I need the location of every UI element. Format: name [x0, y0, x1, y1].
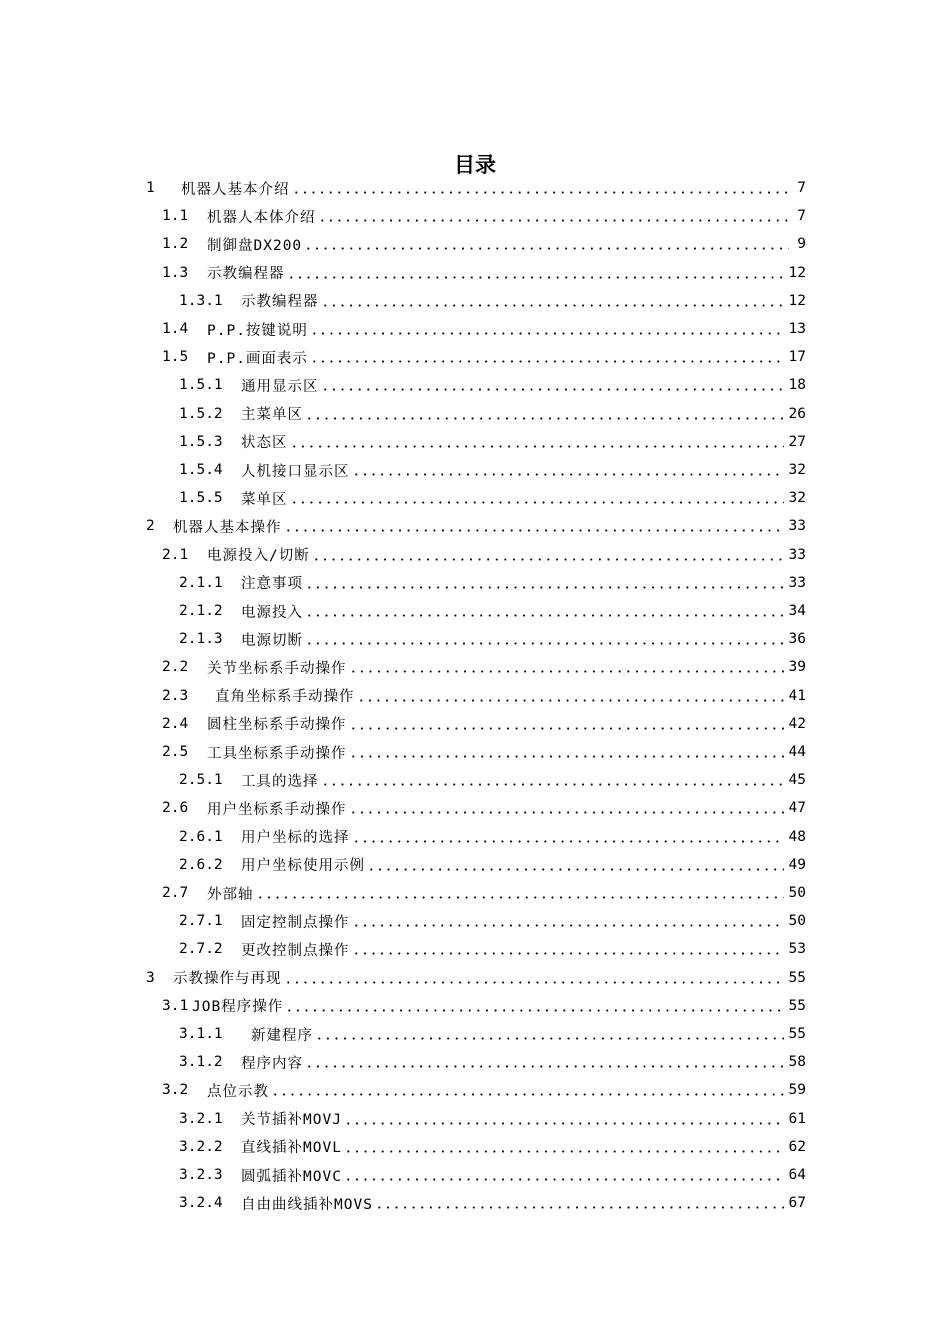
toc-entry-label: 程序内容	[241, 1055, 303, 1072]
toc-entry[interactable]	[146, 966, 806, 990]
toc-entry-page: 58	[788, 1054, 806, 1071]
toc-entry-number: 1	[146, 180, 155, 196]
toc-entry-number: 2.1.2	[179, 603, 223, 619]
toc-entry[interactable]	[162, 232, 806, 256]
toc-entry-number: 1.1	[162, 208, 189, 225]
toc-entry[interactable]	[179, 1050, 806, 1074]
toc-entry-number: 3.1.2	[179, 1054, 223, 1071]
toc-dot-leader	[310, 332, 784, 335]
toc-dot-leader	[344, 1122, 784, 1125]
toc-dot-leader	[304, 247, 789, 250]
toc-entry-page: 7	[797, 208, 806, 225]
toc-dot-leader	[290, 501, 784, 504]
toc-entry-page: 55	[788, 969, 806, 986]
toc-entry[interactable]	[179, 937, 806, 961]
toc-dot-leader	[305, 1065, 784, 1068]
toc-entry-number: 2.5	[162, 744, 189, 760]
toc-entry-number: 2.2	[162, 659, 189, 676]
toc-entry-page: 39	[788, 659, 806, 676]
toc-entry[interactable]	[162, 994, 806, 1018]
toc-dot-leader	[271, 1093, 784, 1096]
toc-entry[interactable]	[179, 430, 806, 454]
toc-entry-number: 2.1.1	[179, 574, 223, 591]
toc-entry[interactable]	[162, 543, 806, 567]
toc-entry-number: 1.5.4	[179, 462, 223, 478]
toc-entry-label: 用户坐标的选择	[241, 830, 350, 847]
toc-entry-label: 更改控制点操作	[241, 942, 350, 959]
toc-entry-page: 62	[788, 1138, 806, 1155]
toc-entry-page: 18	[788, 377, 806, 394]
toc-entry-label: 外部轴	[207, 886, 254, 903]
toc-entry-page: 47	[788, 800, 806, 817]
toc-entry-number: 2.7.1	[179, 913, 223, 930]
toc-dot-leader	[284, 981, 784, 984]
toc-entry[interactable]	[162, 684, 806, 708]
toc-entry-page: 59	[788, 1082, 806, 1099]
toc-entry-number: 1.5.2	[179, 405, 223, 422]
toc-entry-number: 3.1	[162, 997, 189, 1014]
toc-dot-leader	[305, 642, 784, 645]
toc-entry-number: 2.3	[162, 687, 189, 704]
toc-entry-page: 50	[788, 913, 806, 930]
toc-dot-leader	[357, 699, 784, 702]
toc-entry-page: 13	[788, 321, 806, 337]
toc-entry[interactable]	[179, 768, 806, 792]
toc-entry-number: 2.1.3	[179, 631, 223, 648]
toc-entry-label: 电源投入/切断	[207, 548, 310, 565]
toc-entry-page: 26	[788, 405, 806, 422]
toc-entry-page: 33	[788, 546, 806, 563]
toc-entry-label: 用户坐标使用示例	[241, 858, 365, 875]
toc-entry-number: 1.2	[162, 236, 189, 253]
toc-entry-label: 直角坐标系手动操作	[215, 689, 355, 706]
toc-entry-label: 通用显示区	[241, 378, 319, 395]
toc-entry-page: 12	[788, 264, 806, 281]
toc-entry[interactable]	[179, 571, 806, 595]
toc-entry-label: 菜单区	[241, 491, 288, 508]
toc-entry-label: 示教操作与再现	[173, 971, 282, 988]
toc-entry[interactable]	[179, 1135, 806, 1159]
toc-entry[interactable]	[179, 1107, 806, 1131]
toc-dot-leader	[292, 191, 790, 194]
toc-entry-label: 用户坐标系手动操作	[207, 801, 347, 818]
toc-entry-number: 1.5.3	[179, 433, 223, 450]
toc-dot-leader	[349, 755, 784, 758]
toc-entry-number: 2.6.2	[179, 856, 223, 873]
toc-dot-leader	[256, 896, 784, 899]
toc-entry[interactable]	[179, 373, 806, 397]
toc-entry-number: 2.6	[162, 800, 189, 817]
toc-entry-page: 7	[797, 180, 806, 196]
toc-entry[interactable]	[162, 655, 806, 679]
toc-entry-label: 制御盘DX200	[207, 237, 303, 254]
toc-dot-leader	[318, 219, 790, 222]
toc-entry-label: 固定控制点操作	[241, 914, 350, 931]
toc-dot-leader	[367, 868, 784, 871]
toc-entry[interactable]	[179, 289, 806, 313]
toc-dot-leader	[310, 360, 784, 363]
toc-entry-page: 45	[788, 772, 806, 789]
toc-entry[interactable]	[162, 345, 806, 369]
toc-entry-number: 3.2.4	[179, 1195, 223, 1212]
toc-dot-leader	[305, 586, 784, 589]
toc-entry[interactable]	[162, 317, 806, 341]
toc-entry-label: 示教编程器	[207, 266, 285, 283]
toc-entry[interactable]	[162, 204, 806, 228]
toc-entry-label: 人机接口显示区	[241, 463, 350, 480]
toc-entry-number: 1.3	[162, 264, 189, 281]
toc-dot-leader	[287, 276, 784, 279]
toc-entry[interactable]	[162, 796, 806, 820]
toc-entry-page: 50	[788, 885, 806, 901]
toc-entry-page: 32	[788, 462, 806, 478]
toc-entry-page: 36	[788, 631, 806, 648]
toc-entry-page: 67	[788, 1195, 806, 1212]
toc-dot-leader	[352, 473, 784, 476]
toc-entry[interactable]	[179, 1022, 806, 1046]
toc-entry-label: 电源投入	[241, 604, 303, 621]
toc-dot-leader	[344, 1178, 784, 1181]
toc-entry-label: 点位示教	[207, 1083, 269, 1100]
toc-entry-page: 12	[788, 292, 806, 309]
toc-entry-page: 32	[788, 490, 806, 507]
toc-entry[interactable]	[146, 176, 806, 200]
toc-entry-number: 2.7	[162, 885, 189, 901]
toc-entry-number: 3.2	[162, 1082, 189, 1099]
toc-entry-label: 电源切断	[241, 632, 303, 649]
toc-entry-page: 61	[788, 1110, 806, 1127]
toc-dot-leader	[290, 445, 784, 448]
toc-entry-number: 1.5.1	[179, 377, 223, 394]
toc-entry-label: 直线插补MOVL	[241, 1140, 342, 1157]
toc-dot-leader	[321, 304, 784, 307]
toc-dot-leader	[352, 840, 784, 843]
toc-entry[interactable]	[162, 712, 806, 736]
toc-entry-page: 33	[788, 518, 806, 535]
toc-dot-leader	[305, 614, 784, 617]
toc-entry-number: 3	[146, 969, 155, 986]
toc-entry-number: 3.1.1	[179, 1026, 223, 1042]
toc-entry-page: 55	[788, 1026, 806, 1042]
toc-entry[interactable]	[162, 1078, 806, 1102]
toc-entry-number: 3.2.3	[179, 1167, 223, 1183]
toc-entry-page: 9	[797, 236, 806, 253]
toc-entry-number: 1.5	[162, 349, 189, 366]
toc-entry[interactable]	[162, 261, 806, 285]
toc-dot-leader	[344, 1150, 784, 1153]
toc-entry-label: 状态区	[241, 435, 288, 452]
toc-entry-page: 53	[788, 941, 806, 958]
toc-entry-label: 关节插补MOVJ	[241, 1112, 342, 1129]
toc-entry-number: 2.5.1	[179, 772, 223, 789]
toc-entry-number: 3.2.1	[179, 1110, 223, 1127]
toc-entry-number: 2.7.2	[179, 941, 223, 958]
toc-title: 目录	[454, 153, 496, 177]
toc-entry-label: 机器人基本操作	[173, 519, 282, 536]
toc-entry-page: 17	[788, 349, 806, 366]
toc-dot-leader	[352, 924, 784, 927]
toc-entry[interactable]	[179, 825, 806, 849]
toc-entry-label: 新建程序	[251, 1027, 313, 1044]
toc-dot-leader	[321, 388, 784, 391]
toc-entry-page: 33	[788, 574, 806, 591]
toc-entry-page: 27	[788, 433, 806, 450]
toc-entry[interactable]	[179, 458, 806, 482]
toc-entry-label: JOB程序操作	[192, 999, 284, 1016]
toc-entry-label: 主菜单区	[241, 407, 303, 424]
toc-dot-leader	[321, 783, 784, 786]
toc-dot-leader	[305, 417, 784, 420]
toc-entry-label: P.P.按键说明	[207, 322, 308, 339]
toc-entry-label: 关节坐标系手动操作	[207, 660, 347, 677]
toc-entry-number: 2.1	[162, 546, 189, 563]
toc-entry-label: 注意事项	[241, 576, 303, 593]
toc-entry-label: 圆弧插补MOVC	[241, 1168, 342, 1185]
toc-entry-label: 机器人基本介绍	[181, 181, 290, 198]
toc-entry-number: 1.4	[162, 321, 189, 337]
toc-entry-number: 2	[146, 518, 155, 535]
toc-entry-page: 34	[788, 603, 806, 619]
toc-entry-number: 2.4	[162, 715, 189, 732]
toc-entry-page: 49	[788, 856, 806, 873]
toc-entry[interactable]	[162, 881, 806, 905]
toc-entry-label: 自由曲线插补MOVS	[241, 1196, 373, 1213]
toc-entry[interactable]	[162, 740, 806, 764]
toc-entry[interactable]	[179, 1163, 806, 1187]
toc-entry-page: 44	[788, 744, 806, 760]
toc-dot-leader	[349, 670, 784, 673]
toc-entry-page: 48	[788, 828, 806, 845]
toc-entry-label: 机器人本体介绍	[207, 209, 316, 226]
toc-entry[interactable]	[179, 853, 806, 877]
toc-entry[interactable]	[179, 909, 806, 933]
toc-dot-leader	[284, 529, 784, 532]
toc-entry-page: 64	[788, 1167, 806, 1183]
toc-entry-page: 41	[788, 687, 806, 704]
toc-dot-leader	[349, 811, 784, 814]
toc-dot-leader	[352, 952, 784, 955]
toc-entry-label: P.P.画面表示	[207, 350, 308, 367]
toc-entry[interactable]	[179, 486, 806, 510]
toc-entry-number: 3.2.2	[179, 1138, 223, 1155]
toc-entry-number: 1.5.5	[179, 490, 223, 507]
toc-dot-leader	[312, 558, 784, 561]
toc-entry-number: 2.6.1	[179, 828, 223, 845]
toc-entry[interactable]	[179, 599, 806, 623]
toc-entry-label: 圆柱坐标系手动操作	[207, 717, 347, 734]
toc-entry-page: 42	[788, 715, 806, 732]
toc-entry-number: 1.3.1	[179, 292, 223, 309]
toc-dot-leader	[285, 1009, 783, 1012]
toc-entry[interactable]	[146, 514, 806, 538]
toc-entry-page: 55	[788, 997, 806, 1014]
toc-entry[interactable]	[179, 627, 806, 651]
toc-entry[interactable]	[179, 1191, 806, 1215]
toc-dot-leader	[349, 727, 784, 730]
toc-entry[interactable]	[179, 402, 806, 426]
toc-entry-label: 工具坐标系手动操作	[207, 745, 347, 762]
toc-entry-label: 示教编程器	[241, 294, 319, 311]
toc-dot-leader	[315, 1037, 784, 1040]
toc-entry-label: 工具的选择	[241, 773, 319, 790]
toc-dot-leader	[375, 1206, 784, 1209]
